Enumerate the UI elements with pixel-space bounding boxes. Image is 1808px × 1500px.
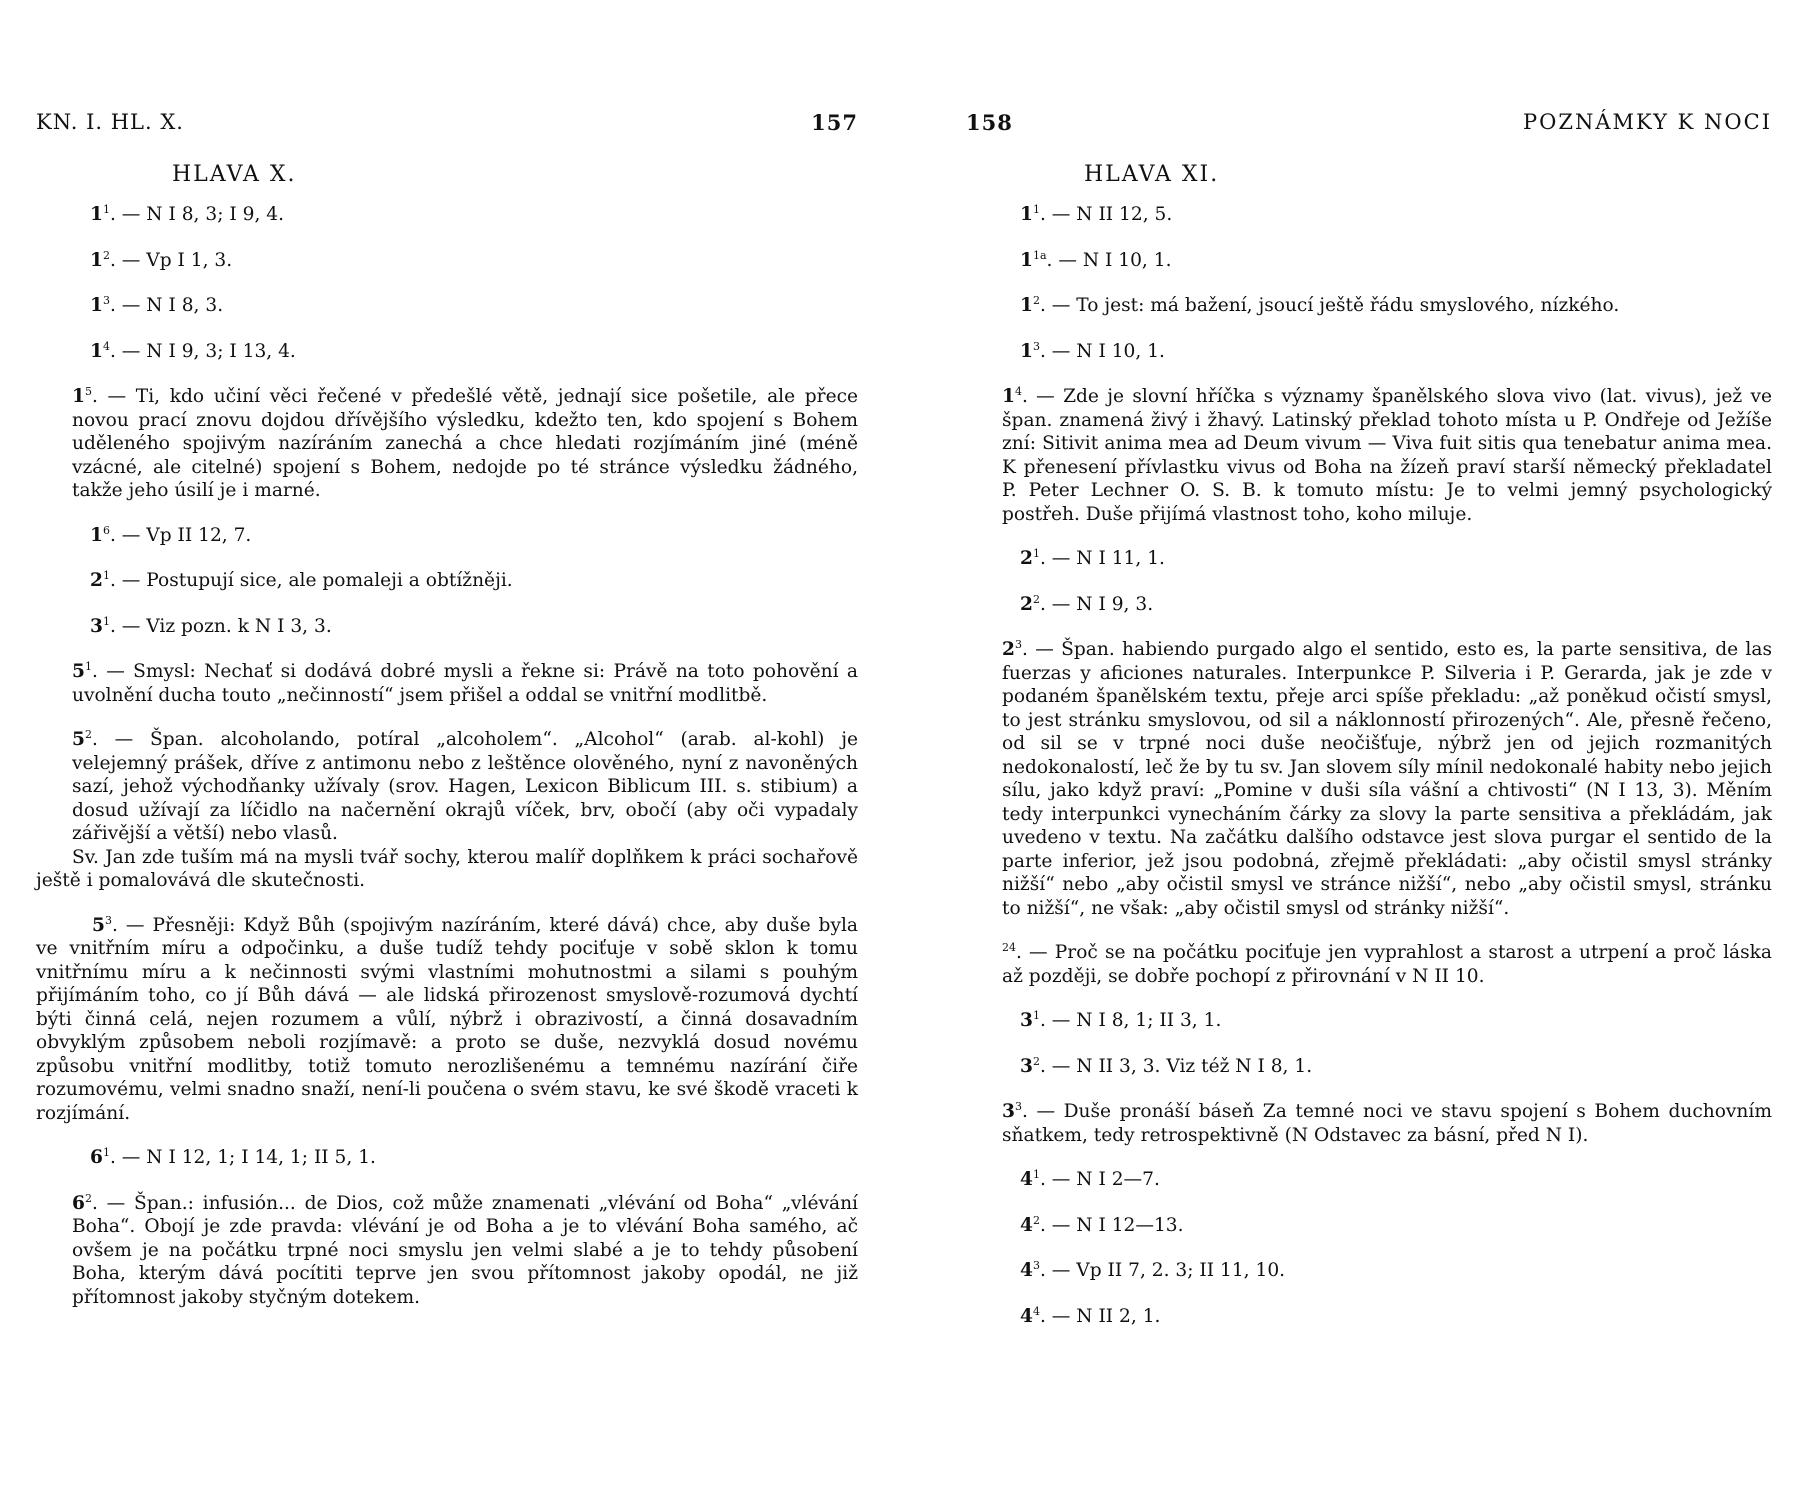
footnote [966,1259,1772,1283]
footnote [966,1009,1772,1033]
footnote [36,1192,858,1310]
left-chapter-title: HLAVA X. [172,162,297,187]
footnote-text: . — N I 12—13. [1039,1214,1184,1236]
footnote-ref: 1 [1020,249,1033,271]
footnote-text: . — To jest: má bažení, jsoucí ještě řádu smyslového, nízkého. [1039,295,1620,316]
right-page-body [966,162,1772,1350]
footnote-text: . — N I 8, 3. [109,295,224,316]
footnote-sup: 2 [1032,592,1040,606]
footnote [36,615,858,639]
footnote-sup: 1 [1032,1009,1040,1022]
footnote-ref: 3 [90,615,103,637]
footnote-sup: 2 [84,728,92,741]
left-page-body [36,162,858,1330]
footnote-ref: 1 [1020,204,1033,225]
right-running-title: POZNÁMKY K NOCI [1523,110,1772,134]
footnote [36,1146,858,1170]
right-notes [966,203,1772,1328]
footnote-sup: 3 [102,294,110,307]
footnote-sup: 2 [1032,1213,1040,1227]
left-page [36,0,858,1500]
footnote-ref: 2 [90,570,103,591]
footnote-text: . — Špan.: infusión... de Dios, což může znamenati „vlévání od Boha“ „vlévání Boha“. Obojí je zde pravda: vlévání je od Boha a je to vlévání Boha samého, ač ovšem je na počátku trpné noci smyslu jen velmi slabé a je to tehdy působení Boha, kterým dává pocítiti teprve jen svou přítomnost jakoby opodál, ne již přítomnost jakoby styčným dotekem. [72,1192,858,1308]
footnote [36,524,858,548]
footnote [36,249,858,273]
footnote-text: . — Ti, kdo učiní věci řečené v předešlé větě, jednají sice pošetile, ale přece novou prací znovu dojdou dřívějšího výsledku, kdežto ten, kdo spojení s Bohem uděleného spojivým nazíráním zanechá a chce hledati rozjímáním jiné (méně vzácné, ale citelné) spojení s Bohem, nedojde po té stránce výsledku žádného, takže jeho úsilí je i marné. [72,386,858,501]
footnote-sup: 1 [1032,1168,1040,1181]
footnote [966,385,1772,526]
footnote-ref: 1 [90,524,103,546]
footnote [966,340,1772,364]
footnote-text: . — N I 10, 1. [1039,340,1165,362]
footnote-sup: 3 [104,913,112,927]
right-chapter-title: HLAVA XI. [1084,162,1220,187]
footnote-sup: 1 [1032,203,1040,216]
footnote [966,249,1772,273]
footnote-text: . — Duše pronáší báseň Za temné noci ve stavu spojení s Bohem duchovním sňatkem, tedy retrospektivně (N Odstavec za básní, před N I). [1002,1101,1772,1146]
footnote-sup: 5 [84,385,92,398]
footnote-ref: 1 [1020,295,1033,316]
right-page [966,0,1772,1500]
footnote-text: . — Postupují sice, ale pomaleji a obtížněji. [109,570,513,591]
footnote-text: . — N I 8, 1; II 3, 1. [1039,1010,1222,1031]
footnote-ref: 4 [1020,1169,1033,1190]
footnote-text: . — N II 2, 1. [1039,1305,1161,1327]
footnote-ref: 5 [92,914,105,936]
footnote [966,593,1772,617]
footnote [36,660,858,707]
footnote-ref: 2 [1020,593,1033,615]
footnote-sup: 6 [102,523,110,537]
footnote-sup: 24 [1002,941,1016,954]
footnote-ref: 6 [72,1192,85,1214]
footnote [36,728,858,846]
footnote-ref: 3 [1002,1101,1015,1122]
footnote-text: . — Vp II 7, 2. 3; II 11, 10. [1039,1260,1286,1281]
footnote-text: . — Viz pozn. k N I 3, 3. [109,615,332,637]
right-running-head [966,110,1772,140]
footnote-ref: 4 [1020,1305,1033,1327]
footnote-text: . — Vp I 1, 3. [109,249,233,271]
footnote [36,569,858,593]
footnote-text: . — Zde je slovní hříčka s významy španělského slova vivo (lat. vivus), jež ve špan. znamená živý i žhavý. Latinský překlad tohoto místa u P. Ondřeje od Ježíše zní: Sitivit anima mea ad Deum vivum — Viva fuit sitis qua tenebatur anima mea. K přenesení přívlastku vivus od Boha na žízeň praví starší německý překladatel P. Peter Lechner O. S. B. k tomuto místu: Je to velmi jemný psychologický postřeh. Duše přijímá vlastnost toho, koho miluje. [1002,386,1772,525]
footnote-text: . — N II 3, 3. Viz též N I 8, 1. [1039,1055,1313,1077]
footnote-text: . — Proč se na počátku pociťuje jen vyprahlost a starost a utrpení a proč láska až později, se dobře pochopí z přirovnání v N II 10. [1002,942,1772,987]
footnote-text: Sv. Jan zde tuším má na mysli tvář sochy, kterou malíř doplňkem k práci sochařově ještě i pomalovává dle skutečnosti. [36,846,858,891]
footnote-sup: 1 [102,203,110,216]
footnote-ref: 5 [72,661,85,682]
footnote [36,385,858,503]
footnote-ref: 3 [1020,1010,1033,1031]
left-page-number: 157 [811,110,858,135]
footnote-ref: 1 [90,340,103,362]
footnote-text: . — N I 11, 1. [1039,548,1165,569]
footnote-sup: 2 [1032,294,1040,307]
footnote [966,941,1772,988]
footnote [966,1100,1772,1147]
footnote-text: . — Přesněji: Když Bůh (spojivým nazíráním, které dává) chce, aby duše byla ve vnitřním míru a odpočinku, a duše tudíž tehdy pociťuje v sobě sklon k tomu vnitřnímu míru a k nečinnosti svými vlastními mohutnostmi a silami s pouhým přijímáním toho, co jí Bůh dává — ale lidská přirozenost smyslově-rozumová dychtí býti činná celá, nejen rozumem a vůlí, nýbrž i obrazivostí, a činná dosavadním obvyklým způsobem neboli rozjímavě: a proto se duše, nezvyklá dosud novému způsobu vnitřní modlitby, totiž tomuto nerozlišenému a temnému nazírání čiře rozumovému, velmi snadno snaží, není-li poučena o svém stavu, ke své škodě vraceti k rozjímání. [36,914,858,1124]
footnote-sup: 4 [1032,1304,1040,1318]
footnote-text: . — N I 9, 3; I 13, 4. [109,340,296,362]
footnote [36,203,858,227]
footnote-sup: 4 [102,339,110,353]
footnote-sup: 1 [102,569,110,582]
footnote-sup: 1a [1032,248,1047,262]
footnote-sup: 3 [1014,638,1022,651]
footnote-ref: 6 [90,1147,103,1168]
footnote-ref: 2 [1020,548,1033,569]
footnote [36,846,858,893]
footnote-sup: 1 [102,614,110,628]
footnote [966,294,1772,318]
footnote [966,638,1772,920]
footnote-text: . — Smysl: Nechať si dodává dobré mysli a řekne si: Právě na toto pohovění a uvolnění ducha touto „nečinností“ jsem přišel a oddal se vnitřní modlitbě. [72,661,858,706]
footnote-ref: 1 [1020,340,1033,362]
footnote-ref: 4 [1020,1260,1033,1281]
footnote-text: . — N II 12, 5. [1039,204,1173,225]
footnote-ref: 4 [1020,1214,1033,1236]
footnote-sup: 4 [1014,385,1022,398]
footnote-text: . — Vp II 12, 7. [109,524,252,546]
footnote-ref: 5 [72,729,85,750]
footnote-ref: 1 [90,249,103,271]
footnote-ref: 1 [1002,386,1015,407]
footnote [966,1055,1772,1079]
footnote-ref: 1 [90,204,103,225]
footnote-sup: 2 [1032,1054,1040,1068]
left-notes [36,203,858,1309]
footnote [36,914,858,1126]
footnote [36,340,858,364]
footnote-text: . — N I 12, 1; I 14, 1; II 5, 1. [109,1147,376,1168]
footnote-ref: 3 [1020,1055,1033,1077]
footnote-text: . — Špan. alcoholando, potíral „alcoholem“. „Alcohol“ (arab. al-kohl) je velejemný prášek, dříve z antimonu nebo z leštěnce olověného, nyní z navoněných sazí, jehož východňanky užívaly (srov. Hagen, Lexicon Biblicum III. s. stibium) a dosud užívají za líčidlo na načernění okrajů víček, brv, obočí (aby oči vypadaly zářivější a větší) nebo vlasů. [72,729,858,844]
footnote-text: . — N I 8, 3; I 9, 4. [109,204,285,225]
right-page-number: 158 [966,110,1013,135]
footnote-ref: 2 [1002,639,1015,660]
footnote [966,547,1772,571]
footnote-text: . — N I 10, 1. [1046,249,1172,271]
footnote-sup: 2 [84,1191,92,1205]
footnote [966,1305,1772,1329]
left-running-title: KN. I. HL. X. [36,110,184,134]
footnote-text: . — N I 2—7. [1039,1169,1160,1190]
footnote-ref: 1 [90,295,103,316]
footnote-text: . — N I 9, 3. [1039,593,1154,615]
footnote [966,203,1772,227]
footnote-sup: 3 [1032,1259,1040,1272]
footnote-sup: 2 [102,248,110,262]
footnote-sup: 3 [1032,339,1040,353]
footnote [36,294,858,318]
footnote-sup: 1 [102,1146,110,1159]
left-running-head [36,110,858,140]
footnote-sup: 1 [1032,547,1040,560]
footnote [966,1168,1772,1192]
footnote [966,1214,1772,1238]
footnote-ref: 1 [72,386,85,407]
footnote-text: . — Špan. habiendo purgado algo el sentido, esto es, la parte sensitiva, de las fuerzas y aficiones naturales. Interpunkce P. Silveria i P. Gerarda, jak je zde v podaném španělském textu, přeje arci spíše překladu: „až poněkud očistí smysl, to jest stránku smyslovou, od sil a náklonností přirozených“. Ale, přesně řečeno, od sil se v trpné noci duše neočišťuje, nýbrž jen od jejich rozmanitých nedokonalostí, leč že by tu sv. Jan slovem síly mínil nedokonalé habity nebo jejich sílu, jako když praví: „Pomine v duši síla vášní a chtivosti“ (N I 13, 3). Měním tedy interpunkci vynecháním čárky za slovy la parte sensitiva a překládám, jak uvedeno v textu. Na začátku dalšího odstavce jest slova purgar el sentido de la parte inferior, jež jsou podobná, zřejmě překládati: „aby očistil smysl stránky nižší“ nebo „aby očistil smysl ve stránce nižší“, nebo „aby očistil smysl, stránku to nižší“, ne však: „aby očistil smysl od stránky nižší“. [1002,639,1772,919]
footnote-sup: 3 [1014,1100,1022,1113]
footnote-sup: 1 [84,660,92,673]
